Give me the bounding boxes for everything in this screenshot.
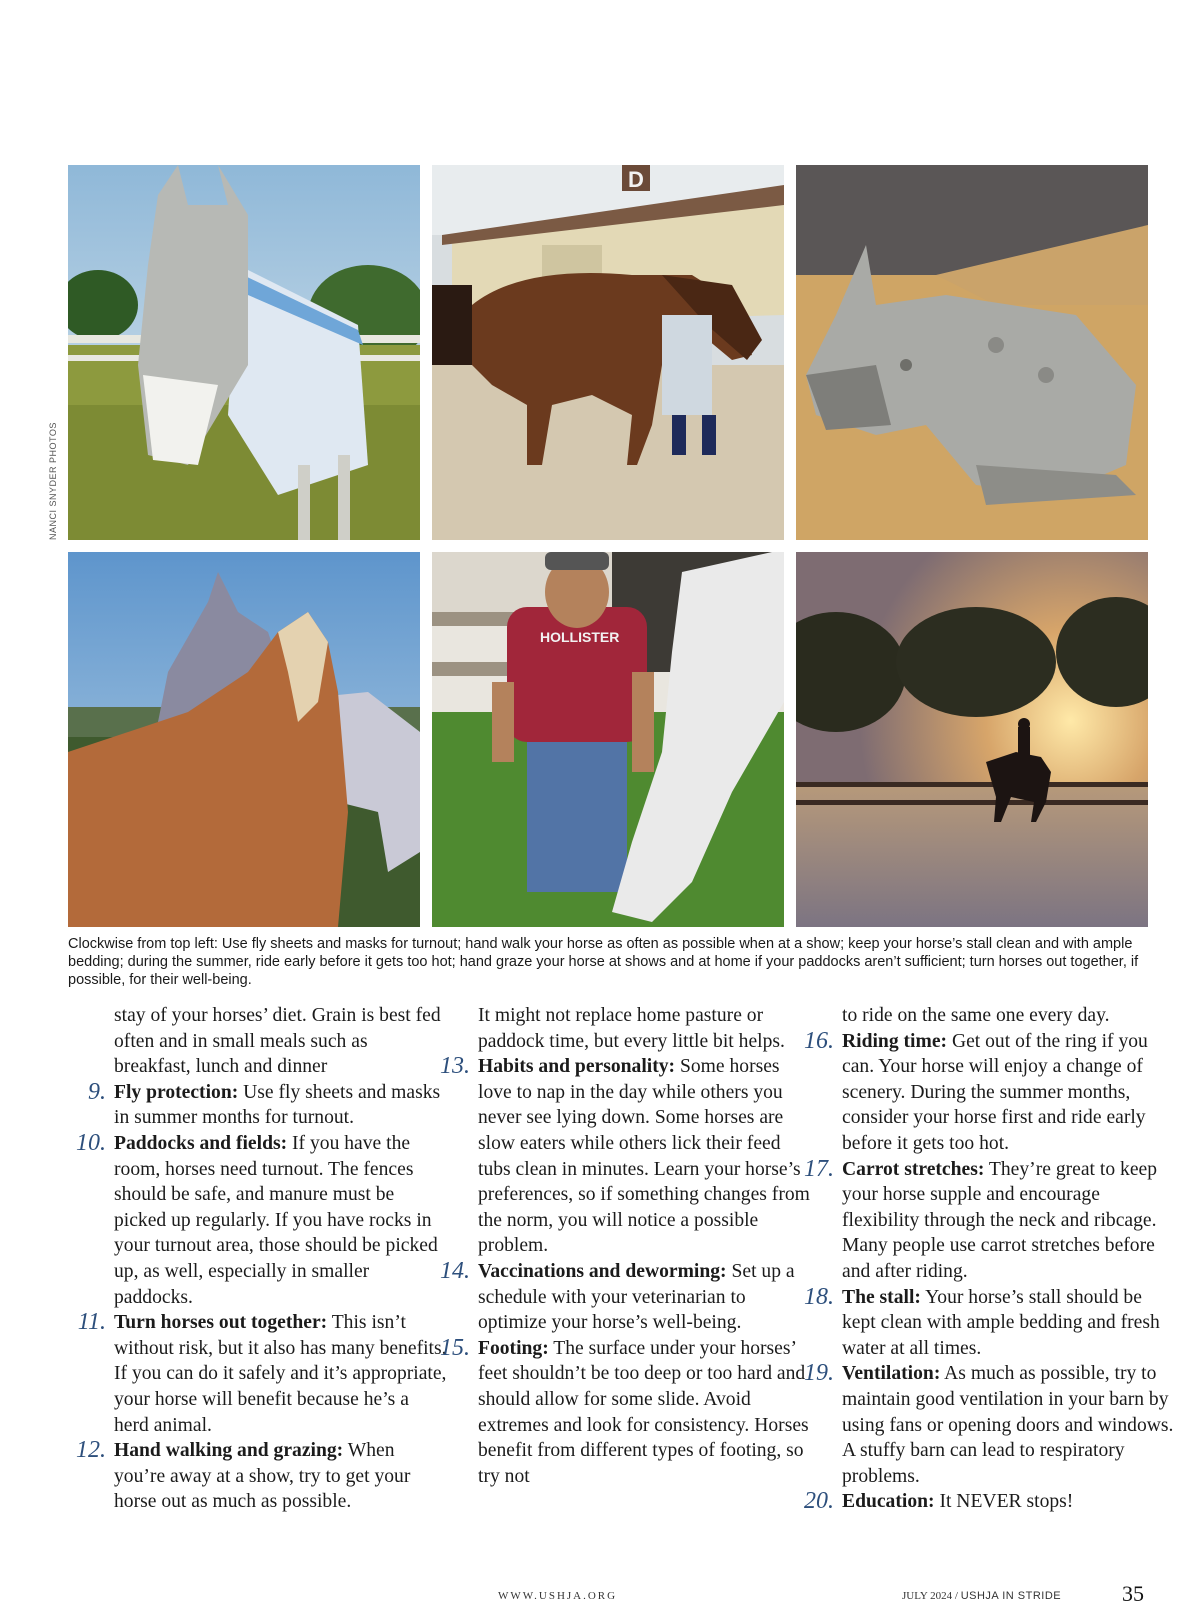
item-text: As much as possible, try to maintain good ventilation in your barn by using fans or opening doors and windows. A stuffy barn can lead to respiratory problems. [842, 1363, 1174, 1487]
continued-text: to ride on the same one every day. [842, 1005, 1110, 1026]
continued-text: stay of your horses’ diet. Grain is best fed often and in small meals such as breakfast, lunch and dinner [114, 1005, 441, 1078]
item-title: Riding time: [842, 1030, 948, 1052]
continued-text: It might not replace home pasture or paddock time, but every little bit helps. [478, 1005, 785, 1052]
item-title: Vaccinations and deworming: [478, 1260, 727, 1282]
fly-mask-horse-photo [68, 165, 420, 540]
hand-grazing-horse-photo [432, 552, 784, 927]
horse-lying-in-stall-photo [796, 165, 1148, 540]
item-text: This isn’t without risk, but it also has many benefits. If you can do it safely and it’s appropriate, your horse will benefit because he’s a herd animal. [114, 1312, 447, 1436]
item-title: Habits and personality: [478, 1056, 676, 1078]
item-number: 18. [804, 1283, 834, 1310]
list-item-19 [796, 1361, 1176, 1489]
item-number: 19. [804, 1360, 834, 1387]
list-item-16 [796, 1029, 1176, 1157]
list-item-17 [796, 1157, 1176, 1285]
footer-website-url: WWW.USHJA.ORG [498, 1590, 618, 1602]
item-title: Footing: [478, 1337, 549, 1359]
issue-date: JULY 2024 [902, 1590, 953, 1602]
hand-walk-horse-photo [432, 165, 784, 540]
item-number: 20. [804, 1488, 834, 1515]
item-number: 14. [440, 1257, 470, 1284]
item-title: The stall: [842, 1286, 921, 1308]
item-text: The surface under your horses’ feet shouldn’t be too deep or too hard and should allow for some slide. Avoid extremes and look for consistency. Horses benefit from different types of footing, so try not [478, 1337, 809, 1487]
item-text: It NEVER stops! [934, 1491, 1074, 1513]
list-item-11 [68, 1310, 448, 1438]
item-number: 12. [76, 1437, 106, 1464]
item-text: Get out of the ring if you can. Your horse will enjoy a change of scenery. During the summer months, consider your horse first and ride early before it gets too hot. [842, 1030, 1148, 1154]
barn-sign-letter: D [628, 167, 644, 192]
item-title: Turn horses out together: [114, 1312, 328, 1334]
list-item-9 [68, 1080, 448, 1131]
item-title: Carrot stretches: [842, 1158, 985, 1180]
magazine-name: USHJA IN STRIDE [960, 1590, 1062, 1602]
article-column-2 [432, 1003, 812, 1489]
item-number: 16. [804, 1027, 834, 1054]
list-item-20 [796, 1489, 1176, 1515]
item-text: Your horse’s stall should be kept clean with ample bedding and fresh water at all times. [842, 1286, 1160, 1359]
issue-separator: / [952, 1590, 961, 1602]
horses-turned-out-together-photo [68, 552, 420, 927]
item-number: 15. [440, 1334, 470, 1361]
item-text: Use fly sheets and masks in summer months for turnout. [114, 1081, 441, 1129]
page-number: 35 [1122, 1581, 1144, 1606]
item-text: Set up a schedule with your veterinarian to optimize your horse’s well-being. [478, 1260, 795, 1334]
item-number: 9. [88, 1078, 106, 1105]
list-item-18 [796, 1285, 1176, 1362]
item-number: 13. [440, 1053, 470, 1080]
list-item-12 [68, 1438, 448, 1515]
list-item-15 [432, 1336, 812, 1490]
article-column-1 [68, 1003, 448, 1515]
list-item-14 [432, 1259, 812, 1336]
footer-issue-line [902, 1590, 1061, 1602]
item-text: When you’re away at a show, try to get your horse out as much as possible. [114, 1440, 411, 1513]
item-title: Ventilation: [842, 1363, 941, 1385]
early-morning-ride-photo [796, 552, 1148, 927]
photo-credit: NANCI SNYDER PHOTOS [48, 422, 58, 540]
item-number: 10. [76, 1129, 106, 1156]
photo-caption: Clockwise from top left: Use fly sheets and masks for turnout; hand walk your horse as often as possible when at a show; keep your horse’s stall clean and with ample bedding; during the summer, ride early before it gets too hot; hand graze your horse at shows and at home if your paddocks aren’t sufficient; turn horses out together, if possible, for their well-being. [68, 936, 1139, 988]
list-item-13 [432, 1054, 812, 1259]
item-title: Fly protection: [114, 1081, 239, 1103]
item-text: If you have the room, horses need turnout. The fences should be safe, and manure must be picked up regularly. If you have rocks in your turnout area, those should be picked up, as well, especially in smaller paddocks. [114, 1132, 438, 1308]
item-number: 11. [77, 1309, 106, 1336]
item-number: 17. [804, 1155, 834, 1182]
list-item-10 [68, 1131, 448, 1310]
item-text: They’re great to keep your horse supple and encourage flexibility through the neck and ribcage. Many people use carrot stretches before and after riding. [842, 1158, 1158, 1282]
item-text: Some horses love to nap in the day while others you never see lying down. Some horses are slow eaters while others lick their feed tubs clean in minutes. Learn your horse’s preferences, so if something changes from the norm, you will notice a possible problem. [478, 1056, 810, 1257]
shirt-logo-text: HOLLISTER [540, 629, 620, 645]
item-title: Hand walking and grazing: [114, 1440, 344, 1462]
item-title: Paddocks and fields: [114, 1132, 288, 1154]
article-column-3 [796, 1003, 1176, 1515]
item-title: Education: [842, 1491, 935, 1513]
